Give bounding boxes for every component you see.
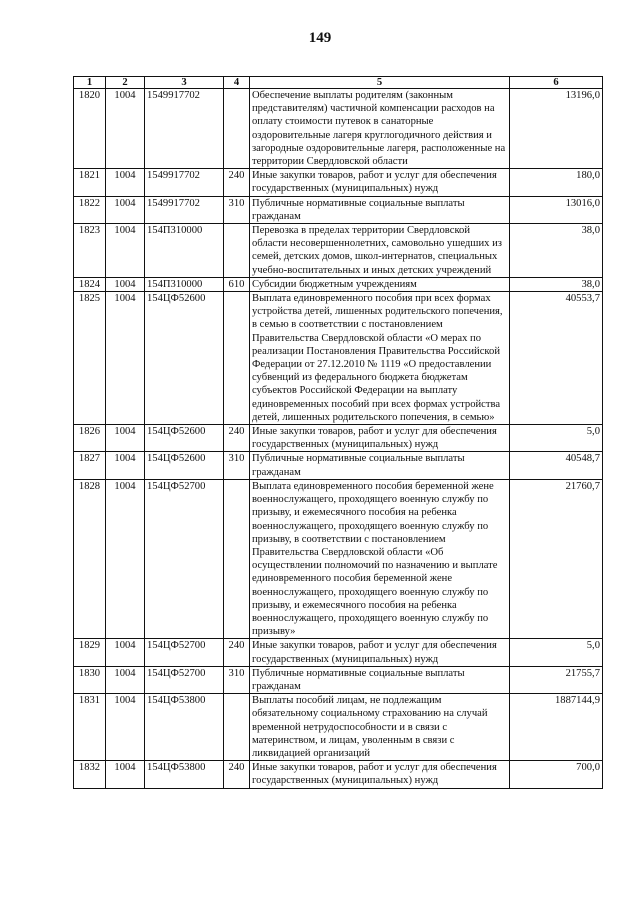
expense-type: 310	[224, 666, 250, 693]
item-name: Иные закупки товаров, работ и услуг для обеспечения государственных (муниципальных) нужд	[250, 425, 510, 452]
expense-type	[224, 292, 250, 425]
amount: 21760,7	[510, 479, 603, 638]
item-name: Иные закупки товаров, работ и услуг для обеспечения государственных (муниципальных) нужд	[250, 169, 510, 196]
expense-type	[224, 694, 250, 761]
section-code: 1004	[106, 169, 145, 196]
budget-table	[73, 76, 603, 789]
target-code: 154ЦФ52700	[145, 479, 224, 638]
target-code: 1549917702	[145, 89, 224, 169]
target-code: 154П310000	[145, 224, 224, 278]
row-number: 1829	[74, 639, 106, 666]
item-name: Иные закупки товаров, работ и услуг для обеспечения государственных (муниципальных) нужд	[250, 639, 510, 666]
table-row	[74, 277, 603, 291]
row-number: 1831	[74, 694, 106, 761]
row-number: 1821	[74, 169, 106, 196]
expense-type: 240	[224, 639, 250, 666]
amount: 1887144,9	[510, 694, 603, 761]
row-number: 1825	[74, 292, 106, 425]
table-row	[74, 425, 603, 452]
table-row	[74, 452, 603, 479]
amount: 5,0	[510, 425, 603, 452]
table-row	[74, 196, 603, 223]
amount: 40553,7	[510, 292, 603, 425]
amount: 21755,7	[510, 666, 603, 693]
section-code: 1004	[106, 292, 145, 425]
table-row	[74, 89, 603, 169]
column-header: 5	[250, 77, 510, 89]
section-code: 1004	[106, 694, 145, 761]
section-code: 1004	[106, 666, 145, 693]
target-code: 1549917702	[145, 169, 224, 196]
column-header: 1	[74, 77, 106, 89]
expense-type: 610	[224, 277, 250, 291]
section-code: 1004	[106, 196, 145, 223]
target-code: 154П310000	[145, 277, 224, 291]
table-header-row	[74, 77, 603, 89]
row-number: 1824	[74, 277, 106, 291]
amount: 38,0	[510, 277, 603, 291]
section-code: 1004	[106, 479, 145, 638]
item-name: Выплаты пособий лицам, не подлежащим обязательному социальному страхованию на случай временной нетрудоспособности и в связи с материнством, и лицам, уволенным в связи с ликвидацией организаций	[250, 694, 510, 761]
section-code: 1004	[106, 639, 145, 666]
amount: 38,0	[510, 224, 603, 278]
table-row	[74, 479, 603, 638]
item-name: Публичные нормативные социальные выплаты гражданам	[250, 452, 510, 479]
item-name: Выплата единовременного пособия при всех формах устройства детей, лишенных родительского попечения, в семью в соответствии с постановлением Правительства Свердловской области «О мерах по реализации Постановления Правительства Российской Федерации от 27.12.2010 № 1119 «О предоставлении субвенций из федерального бюджета бюджетам субъектов Российской Федерации на выплату единовременных пособий при всех формах устройства детей, лишенных родительского попечения, в семью»	[250, 292, 510, 425]
amount: 700,0	[510, 761, 603, 788]
row-number: 1832	[74, 761, 106, 788]
amount: 40548,7	[510, 452, 603, 479]
column-header: 6	[510, 77, 603, 89]
row-number: 1830	[74, 666, 106, 693]
table-row	[74, 761, 603, 788]
target-code: 154ЦФ52600	[145, 292, 224, 425]
table-row	[74, 639, 603, 666]
amount: 5,0	[510, 639, 603, 666]
section-code: 1004	[106, 89, 145, 169]
row-number: 1820	[74, 89, 106, 169]
row-number: 1822	[74, 196, 106, 223]
target-code: 154ЦФ53800	[145, 694, 224, 761]
table-body	[74, 89, 603, 789]
row-number: 1826	[74, 425, 106, 452]
row-number: 1828	[74, 479, 106, 638]
item-name: Публичные нормативные социальные выплаты гражданам	[250, 666, 510, 693]
section-code: 1004	[106, 277, 145, 291]
expense-type: 240	[224, 761, 250, 788]
amount: 13016,0	[510, 196, 603, 223]
table-row	[74, 666, 603, 693]
target-code: 154ЦФ53800	[145, 761, 224, 788]
target-code: 154ЦФ52700	[145, 666, 224, 693]
section-code: 1004	[106, 425, 145, 452]
item-name: Перевозка в пределах территории Свердловской области несовершеннолетних, самовольно ушедших из семей, детских домов, школ-интернатов, специальных учебно-воспитательных и иных детских учреждений	[250, 224, 510, 278]
target-code: 154ЦФ52600	[145, 452, 224, 479]
expense-type: 240	[224, 425, 250, 452]
table-row	[74, 169, 603, 196]
target-code: 154ЦФ52700	[145, 639, 224, 666]
column-header: 2	[106, 77, 145, 89]
amount: 180,0	[510, 169, 603, 196]
amount: 13196,0	[510, 89, 603, 169]
section-code: 1004	[106, 761, 145, 788]
column-header: 3	[145, 77, 224, 89]
table-row	[74, 694, 603, 761]
item-name: Субсидии бюджетным учреждениям	[250, 277, 510, 291]
expense-type	[224, 479, 250, 638]
section-code: 1004	[106, 224, 145, 278]
item-name: Публичные нормативные социальные выплаты гражданам	[250, 196, 510, 223]
column-header: 4	[224, 77, 250, 89]
expense-type	[224, 89, 250, 169]
item-name: Иные закупки товаров, работ и услуг для обеспечения государственных (муниципальных) нужд	[250, 761, 510, 788]
table-row	[74, 224, 603, 278]
row-number: 1827	[74, 452, 106, 479]
table-row	[74, 292, 603, 425]
expense-type: 240	[224, 169, 250, 196]
row-number: 1823	[74, 224, 106, 278]
expense-type: 310	[224, 196, 250, 223]
item-name: Обеспечение выплаты родителям (законным представителям) частичной компенсации расходов на оплату стоимости путевок в санаторные оздоровительные лагеря круглогодичного действия и загородные оздоровительные лагеря, расположенные на территории Свердловской области	[250, 89, 510, 169]
target-code: 154ЦФ52600	[145, 425, 224, 452]
item-name: Выплата единовременного пособия беременной жене военнослужащего, проходящего военную службу по призыву, и ежемесячного пособия на ребенка военнослужащего, проходящего военную службу по призыву, в соответствии с постановлением Правительства Свердловской области «Об осуществлении полномочий по назначению и выплате единовременного пособия беременной жене военнослужащего, проходящего военную службу по призыву, и ежемесячного пособия на ребенка военнослужащего, проходящего военную службу по призыву»	[250, 479, 510, 638]
section-code: 1004	[106, 452, 145, 479]
expense-type: 310	[224, 452, 250, 479]
page-number: 149	[308, 30, 332, 46]
target-code: 1549917702	[145, 196, 224, 223]
expense-type	[224, 224, 250, 278]
